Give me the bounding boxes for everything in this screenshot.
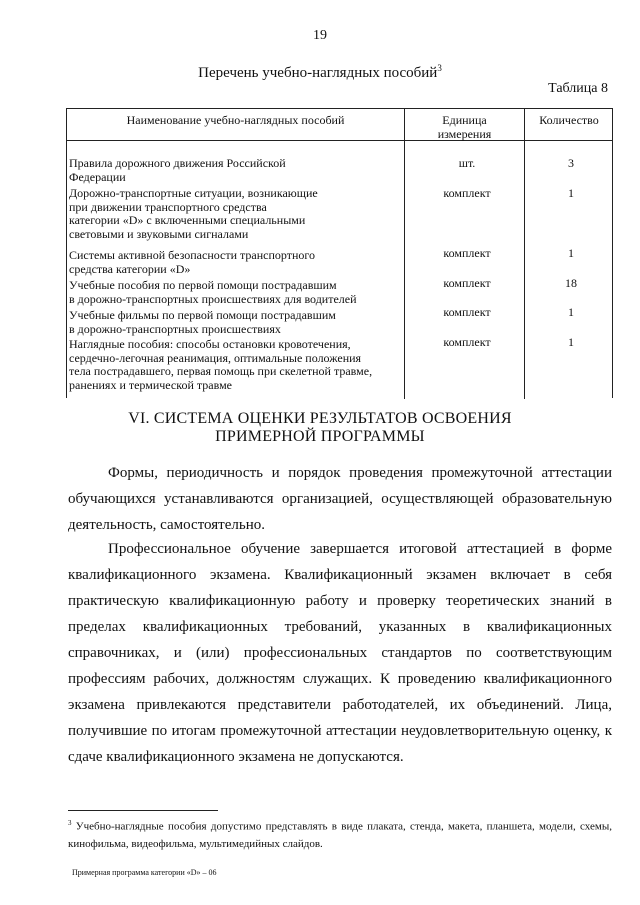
row-1-line-1: Правила дорожного движения Российской	[69, 156, 286, 170]
row-3-line-1: Системы активной безопасности транспортного	[69, 248, 316, 262]
table-row-1-qty: 3	[568, 156, 574, 170]
page-footer: Примерная программа категории «D» – 06	[72, 868, 217, 877]
section-heading-line2: ПРИМЕРНОЙ ПРОГРАММЫ	[215, 428, 425, 445]
page-number: 19	[313, 28, 327, 43]
row-2-line-4: световыми и звуковыми сигналами	[69, 226, 249, 241]
table-row-5-unit: комплект	[443, 305, 491, 319]
table-row-1-name	[69, 157, 404, 184]
row-6-line-4: ранениях и термической травме	[69, 377, 232, 392]
table-divider-2	[524, 109, 525, 399]
header-qty: Количество	[539, 113, 599, 127]
table-row-5-name	[69, 309, 404, 336]
row-2-line-2: при движении транспортного средства	[69, 199, 267, 214]
list-title-footnote-mark: 3	[437, 63, 442, 73]
row-2-line-1: Дорожно-транспортные ситуации, возникающие	[69, 186, 318, 200]
table-row-2-qty: 1	[568, 186, 574, 200]
table-row-3-unit: комплект	[443, 246, 491, 260]
row-4-line-2: в дорожно-транспортных происшествиях для водителей	[69, 291, 357, 306]
paragraph-1: Формы, периодичность и порядок проведения промежуточной аттестации обучающихся устанавливаются организацией, осуществляющей образовательную деятельность, самостоятельно.	[68, 465, 612, 533]
table-row-3-qty: 1	[568, 246, 574, 260]
table-row-1-unit: шт.	[458, 156, 476, 170]
list-title-text: Перечень учебно-наглядных пособий	[198, 65, 438, 81]
section-heading	[100, 410, 540, 446]
header-unit-line1: Единица	[442, 113, 487, 127]
row-5-line-2: в дорожно-транспортных происшествиях	[69, 321, 281, 336]
footnote-rule	[68, 810, 218, 811]
table-header-rule	[67, 140, 612, 141]
teaching-aids-table	[66, 108, 613, 398]
row-1-line-2: Федерации	[69, 169, 126, 184]
list-title	[0, 63, 640, 82]
table-row-6-qty: 1	[568, 335, 574, 349]
table-row-6-unit: комплект	[443, 335, 491, 349]
footnote-mark: 3	[68, 819, 72, 827]
footnote-text: Учебно-наглядные пособия допустимо представлять в виде плаката, стенда, макета, планшета, модели, схемы, кинофильма, видеофильма, мультимедийных слайдов.	[68, 820, 612, 850]
header-name: Наименование учебно-наглядных пособий	[126, 113, 345, 127]
table-row-2-unit: комплект	[443, 186, 491, 200]
table-row-5-qty: 1	[568, 305, 574, 319]
table-row-4-name	[69, 279, 404, 306]
row-6-line-3: тела пострадавшего, первая помощь при скелетной травме,	[69, 364, 373, 379]
paragraph-2: Профессиональное обучение завершается итоговой аттестацией в форме квалификационного экзамена. Квалификационный экзамен включает в себя практическую квалификационную работу и проверку теоретических знаний в пределах квалификационных требований, указанных в квалификационных справочниках, и (или) профессиональных стандартов по соответствующим профессиям рабочих, должностям служащих. К проведению квалификационного экзамена привлекаются представители работодателей, их объединений. Лица, получившие по итогам промежуточной аттестации неудовлетворительную оценку, к сдаче квалификационного экзамена не допускаются.	[68, 541, 612, 765]
header-unit-line2: измерения	[437, 127, 492, 141]
section-heading-line1: VI. СИСТЕМА ОЦЕНКИ РЕЗУЛЬТАТОВ ОСВОЕНИЯ	[128, 410, 512, 427]
table-label: Таблица 8	[548, 81, 608, 96]
row-4-line-1: Учебные пособия по первой помощи пострадавшим	[69, 278, 337, 292]
row-5-line-1: Учебные фильмы по первой помощи пострадавшим	[69, 308, 336, 322]
table-row-4-qty: 18	[565, 276, 577, 290]
table-row-6-name	[69, 338, 404, 392]
row-6-line-2: сердечно-легочная реанимация, оптимальные положения	[69, 350, 362, 365]
row-3-line-2: средства категории «D»	[69, 261, 191, 276]
row-6-line-1: Наглядные пособия: способы остановки кровотечения,	[69, 337, 351, 351]
table-row-3-name	[69, 249, 404, 276]
header-unit	[405, 113, 524, 141]
table-divider-1	[404, 109, 405, 399]
table-row-4-unit: комплект	[443, 276, 491, 290]
footnote	[68, 815, 612, 853]
row-2-line-3: категории «D» с включенными специальными	[69, 213, 306, 228]
table-row-2-name	[69, 187, 404, 241]
